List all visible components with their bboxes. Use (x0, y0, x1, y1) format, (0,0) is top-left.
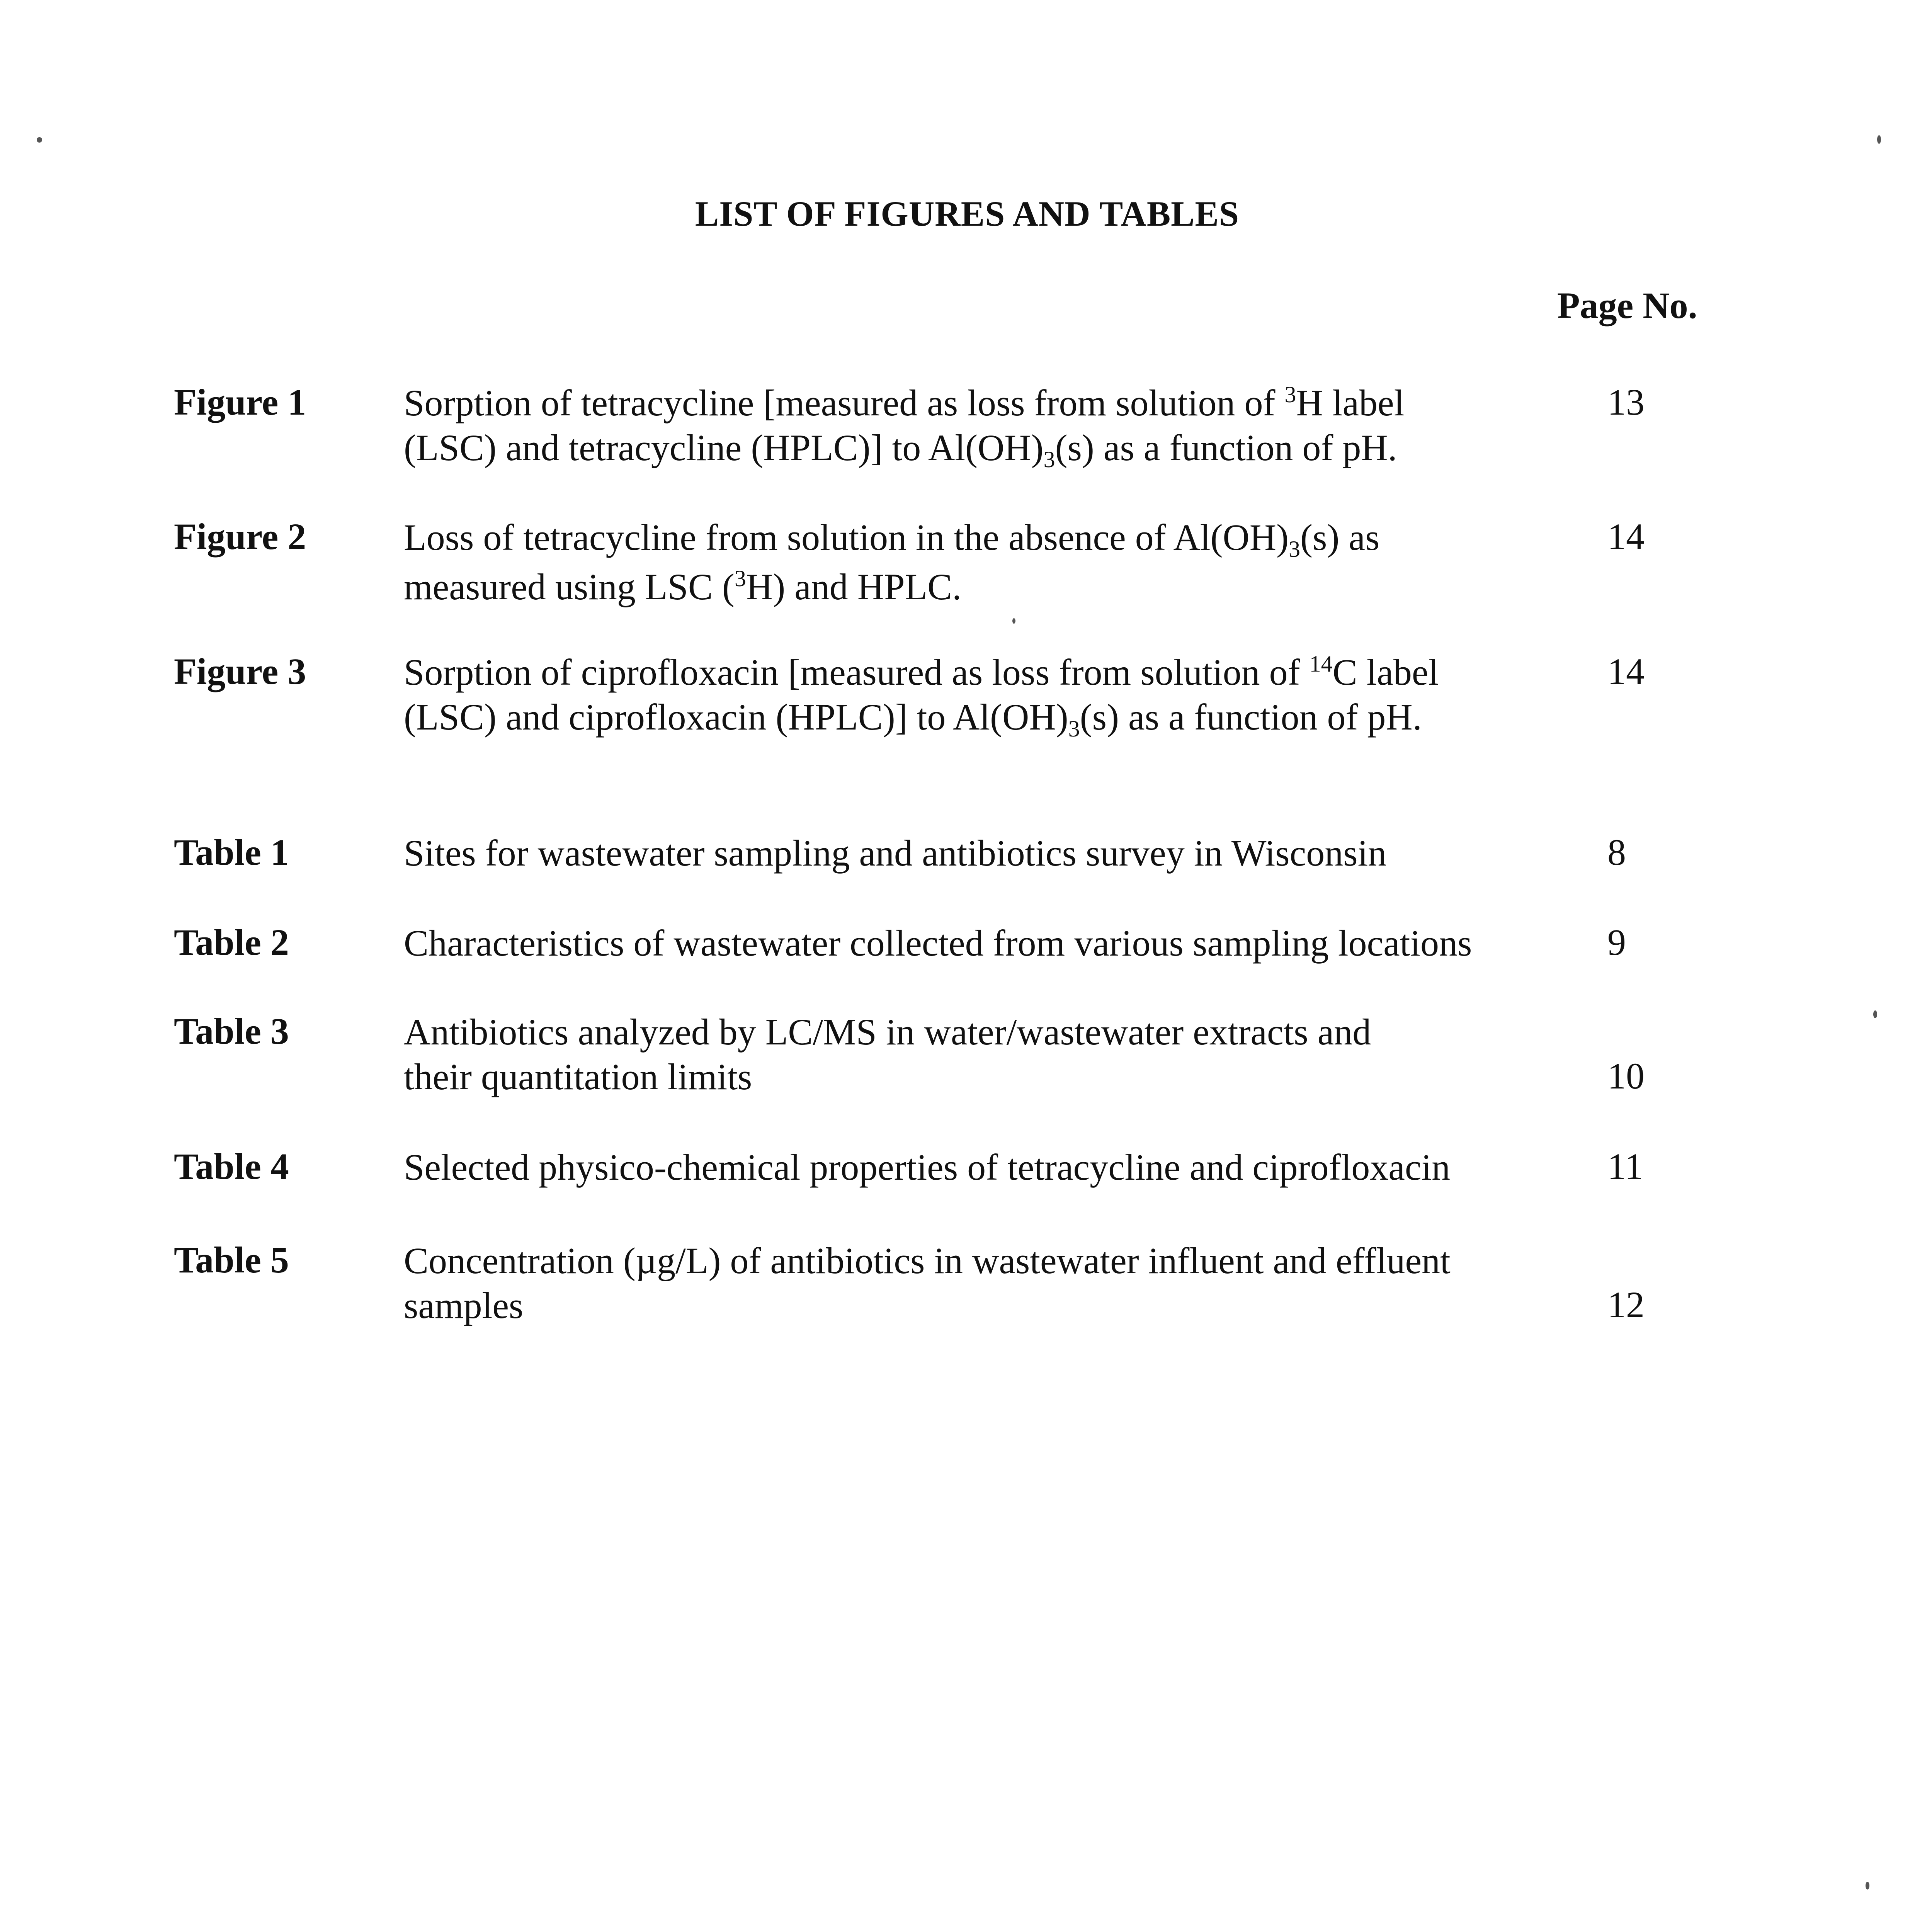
scan-speck (1012, 618, 1015, 624)
description-line: Concentration (µg/L) of antibiotics in wastewater influent and effluent (404, 1240, 1451, 1281)
text-run: measured using LSC ( (404, 566, 735, 607)
text-run: (s) as (1300, 517, 1380, 558)
entry-description (404, 381, 1555, 475)
text-run: Sorption of tetracycline [measured as loss from solution of (404, 382, 1285, 423)
text-run: (s) as a function of pH. (1080, 696, 1422, 738)
entry-label: Table 1 (174, 832, 289, 873)
scan-speck (1873, 1010, 1877, 1018)
description-line (404, 515, 1555, 565)
description-line (404, 695, 1555, 744)
scan-speck (37, 137, 42, 143)
description-line: samples (404, 1285, 524, 1326)
subscript: 3 (1043, 447, 1055, 472)
text-run: Loss of tetracycline from solution in the absence of Al(OH) (404, 517, 1289, 558)
entry-label: Table 4 (174, 1146, 289, 1187)
entry-label: Table 3 (174, 1010, 289, 1052)
description-line: their quantitation limits (404, 1056, 752, 1097)
entry-page-number: 9 (1607, 922, 1626, 963)
entry-label: Figure 3 (174, 651, 306, 692)
text-run: (s) as a function of pH. (1055, 427, 1397, 468)
description-line (404, 565, 1555, 609)
entry-page-number: 14 (1607, 516, 1645, 557)
description-line: Antibiotics analyzed by LC/MS in water/wastewater extracts and (404, 1011, 1371, 1053)
description-line (404, 425, 1555, 475)
page-title: LIST OF FIGURES AND TABLES (695, 194, 1240, 233)
entry-description (404, 1145, 1555, 1190)
entry-description (404, 650, 1555, 744)
description-line (404, 381, 1555, 425)
entry-label: Table 2 (174, 922, 289, 963)
text-run: C label (1332, 651, 1439, 693)
entry-label: Figure 1 (174, 381, 306, 423)
superscript: 14 (1309, 651, 1333, 677)
entry-page-number: 10 (1607, 1055, 1645, 1097)
description-line: Characteristics of wastewater collected from various sampling locations (404, 922, 1472, 964)
text-run: (LSC) and tetracycline (HPLC)] to Al(OH) (404, 427, 1044, 468)
text-run: Sorption of ciprofloxacin [measured as loss from solution of (404, 651, 1310, 693)
entry-page-number: 13 (1607, 381, 1645, 423)
text-run: H label (1296, 382, 1405, 423)
entry-description (404, 921, 1555, 966)
subscript: 3 (1068, 716, 1080, 742)
description-line: Sites for wastewater sampling and antibiotics survey in Wisconsin (404, 832, 1387, 874)
superscript: 3 (1284, 382, 1296, 407)
entry-description (404, 1010, 1555, 1099)
entry-page-number: 14 (1607, 651, 1645, 692)
description-line (404, 650, 1555, 695)
scan-speck (1877, 135, 1881, 144)
subscript: 3 (1289, 536, 1301, 562)
description-line: Selected physico-chemical properties of tetracycline and ciprofloxacin (404, 1146, 1451, 1188)
superscript: 3 (734, 566, 746, 591)
entry-description (404, 515, 1555, 609)
scan-speck (1866, 1882, 1869, 1889)
entry-page-number: 12 (1607, 1284, 1645, 1325)
entry-label: Figure 2 (174, 516, 306, 557)
entry-page-number: 8 (1607, 832, 1626, 873)
entry-description (404, 1238, 1555, 1328)
page-no-header: Page No. (1557, 285, 1697, 326)
text-run: H) and HPLC. (746, 566, 962, 607)
entry-page-number: 11 (1607, 1146, 1643, 1187)
text-run: (LSC) and ciprofloxacin (HPLC)] to Al(OH) (404, 696, 1068, 738)
entry-label: Table 5 (174, 1239, 289, 1281)
entry-description (404, 831, 1555, 876)
